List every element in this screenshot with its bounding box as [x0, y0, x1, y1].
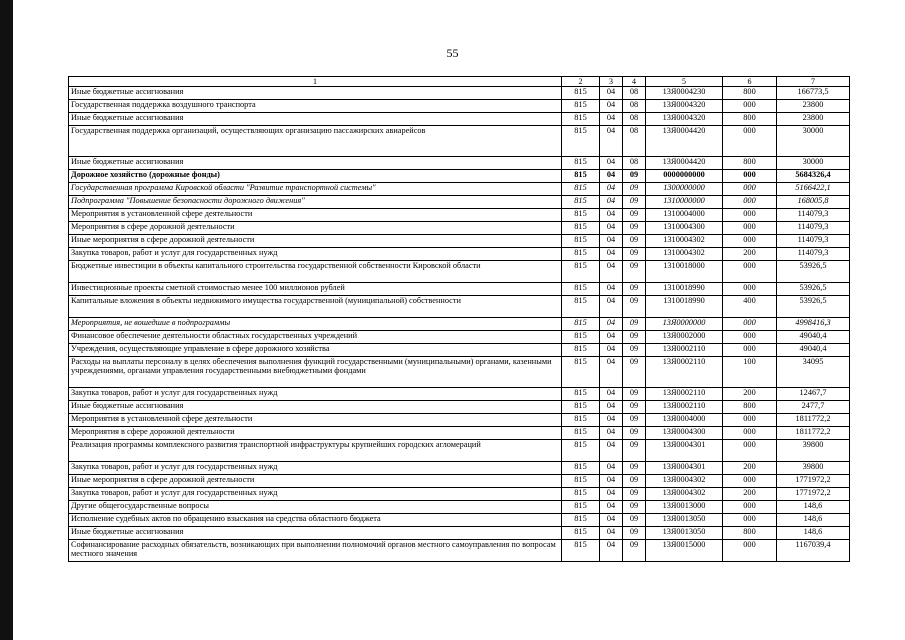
table-cell: 1811772,2 [777, 414, 850, 427]
table-cell: 000 [723, 100, 777, 113]
table-cell: 04 [600, 113, 623, 126]
table-row [69, 514, 850, 527]
table-cell: 200 [723, 462, 777, 475]
table-cell: 53926,5 [777, 261, 850, 283]
table-row [69, 87, 850, 100]
table-row [69, 401, 850, 414]
table-cell: 1310004300 [646, 222, 723, 235]
table-cell: 13Я0013050 [646, 514, 723, 527]
table-cell: 000 [723, 283, 777, 296]
table-cell: 04 [600, 427, 623, 440]
table-cell: 815 [562, 113, 600, 126]
table-cell: 000 [723, 126, 777, 157]
table-cell: 09 [623, 248, 646, 261]
table-cell-name: Мероприятия, не вошедшие в подпрограммы [69, 318, 562, 331]
table-cell: 09 [623, 183, 646, 196]
table-row [69, 540, 850, 562]
table-row [69, 235, 850, 248]
table-cell: 815 [562, 100, 600, 113]
table-cell: 000 [723, 344, 777, 357]
table-cell: 815 [562, 248, 600, 261]
table-cell: 000 [723, 196, 777, 209]
table-cell: 000 [723, 183, 777, 196]
table-cell: 000 [723, 209, 777, 222]
table-cell: 13Я0002110 [646, 344, 723, 357]
header-row [69, 77, 850, 87]
table-cell-name: Подпрограмма "Повышение безопасности дорожного движения" [69, 196, 562, 209]
table-cell: 815 [562, 527, 600, 540]
table-cell-name: Закупка товаров, работ и услуг для государственных нужд [69, 462, 562, 475]
table-row [69, 427, 850, 440]
table-cell: 114079,3 [777, 235, 850, 248]
table-cell: 09 [623, 357, 646, 388]
table-cell: 0000000000 [646, 170, 723, 183]
table-cell-name: Мероприятия в сфере дорожной деятельности [69, 222, 562, 235]
table-cell: 13Я0004320 [646, 100, 723, 113]
table-cell: 09 [623, 514, 646, 527]
table-cell: 13Я0002110 [646, 357, 723, 388]
table-row [69, 488, 850, 501]
table-cell: 09 [623, 462, 646, 475]
table-cell: 09 [623, 401, 646, 414]
table-cell: 04 [600, 331, 623, 344]
table-cell: 1167039,4 [777, 540, 850, 562]
table-cell: 000 [723, 475, 777, 488]
table-cell: 5684326,4 [777, 170, 850, 183]
table-cell: 000 [723, 331, 777, 344]
table-cell: 39800 [777, 462, 850, 475]
column-header: 5 [646, 77, 723, 87]
table-cell-name: Иные бюджетные ассигнования [69, 87, 562, 100]
table-cell: 200 [723, 248, 777, 261]
table-row [69, 209, 850, 222]
table-cell: 09 [623, 196, 646, 209]
table-cell: 08 [623, 113, 646, 126]
table-cell: 23800 [777, 100, 850, 113]
table-row [69, 475, 850, 488]
table-cell: 815 [562, 427, 600, 440]
table-cell: 815 [562, 462, 600, 475]
table-cell: 200 [723, 488, 777, 501]
table-cell: 09 [623, 283, 646, 296]
table-cell: 148,6 [777, 514, 850, 527]
table-cell: 000 [723, 170, 777, 183]
table-cell: 09 [623, 440, 646, 462]
table-row [69, 440, 850, 462]
table-cell-name: Иные бюджетные ассигнования [69, 113, 562, 126]
table-cell-name: Другие общегосударственные вопросы [69, 501, 562, 514]
table-cell: 09 [623, 414, 646, 427]
table-cell: 13Я0000000 [646, 318, 723, 331]
table-cell: 2477,7 [777, 401, 850, 414]
table-cell-name: Государственная поддержка воздушного транспорта [69, 100, 562, 113]
table-cell-name: Иные мероприятия в сфере дорожной деятельности [69, 475, 562, 488]
table-cell: 04 [600, 414, 623, 427]
table-cell: 09 [623, 222, 646, 235]
table-cell: 09 [623, 209, 646, 222]
table-cell: 04 [600, 87, 623, 100]
table-cell-name: Государственная программа Кировской области "Развитие транспортной системы" [69, 183, 562, 196]
table-cell: 13Я0013050 [646, 527, 723, 540]
table-cell-name: Закупка товаров, работ и услуг для государственных нужд [69, 488, 562, 501]
table-row [69, 344, 850, 357]
table-row [69, 527, 850, 540]
table-row [69, 357, 850, 388]
table-cell: 08 [623, 126, 646, 157]
table-cell: 1771972,2 [777, 488, 850, 501]
table-cell-name: Софинансирование расходных обязательств, возникающих при выполнении полномочий органов местного самоуправления по вопросам местного значения [69, 540, 562, 562]
table-cell: 04 [600, 296, 623, 318]
table-cell: 1310018990 [646, 296, 723, 318]
table-cell: 04 [600, 248, 623, 261]
table-cell-name: Мероприятия в сфере дорожной деятельности [69, 427, 562, 440]
column-header: 7 [777, 77, 850, 87]
table-row [69, 157, 850, 170]
table-cell: 000 [723, 414, 777, 427]
table-cell-name: Мероприятия в установленной сфере деятельности [69, 414, 562, 427]
table-cell: 114079,3 [777, 248, 850, 261]
table-cell: 800 [723, 157, 777, 170]
table-cell: 1310000000 [646, 196, 723, 209]
table-row [69, 462, 850, 475]
table-row [69, 183, 850, 196]
table-cell: 815 [562, 296, 600, 318]
table-cell: 08 [623, 100, 646, 113]
table-cell: 04 [600, 196, 623, 209]
table-cell: 13Я0002000 [646, 331, 723, 344]
table-cell: 04 [600, 462, 623, 475]
table-row [69, 113, 850, 126]
table-cell-name: Иные бюджетные ассигнования [69, 527, 562, 540]
table-cell: 200 [723, 388, 777, 401]
table-cell: 815 [562, 414, 600, 427]
table-cell: 148,6 [777, 527, 850, 540]
table-cell-name: Исполнение судебных актов по обращению взыскания на средства областного бюджета [69, 514, 562, 527]
table-cell: 1310004000 [646, 209, 723, 222]
table-cell-name: Реализация программы комплексного развития транспортной инфраструктуры крупнейших городских агломераций [69, 440, 562, 462]
table-cell: 13Я0004420 [646, 157, 723, 170]
table-cell: 000 [723, 440, 777, 462]
table-cell: 400 [723, 296, 777, 318]
table-cell: 08 [623, 157, 646, 170]
table-cell: 04 [600, 100, 623, 113]
table-cell: 815 [562, 488, 600, 501]
table-cell-name: Расходы на выплаты персоналу в целях обеспечения выполнения функций государственными (муниципальными) органами, казенными учреждениями, органами управления государственными внебюджетными фондами [69, 357, 562, 388]
table-cell: 09 [623, 331, 646, 344]
table-cell: 09 [623, 170, 646, 183]
table-cell: 49040,4 [777, 331, 850, 344]
table-row [69, 388, 850, 401]
table-cell: 09 [623, 427, 646, 440]
table-cell: 04 [600, 183, 623, 196]
column-header: 2 [562, 77, 600, 87]
table-cell: 168005,8 [777, 196, 850, 209]
table-cell: 04 [600, 514, 623, 527]
table-cell: 815 [562, 540, 600, 562]
table-cell-name: Закупка товаров, работ и услуг для государственных нужд [69, 388, 562, 401]
table-row [69, 100, 850, 113]
table-cell-name: Учреждения, осуществляющие управление в сфере дорожного хозяйства [69, 344, 562, 357]
table-cell: 09 [623, 296, 646, 318]
table-cell-name: Иные мероприятия в сфере дорожной деятельности [69, 235, 562, 248]
table-cell: 1310004302 [646, 235, 723, 248]
table-cell: 04 [600, 318, 623, 331]
table-cell: 800 [723, 527, 777, 540]
table-cell: 04 [600, 357, 623, 388]
table-cell: 09 [623, 235, 646, 248]
table-cell: 13Я0013000 [646, 501, 723, 514]
table-cell: 000 [723, 318, 777, 331]
table-row [69, 283, 850, 296]
table-cell: 815 [562, 318, 600, 331]
table-cell: 815 [562, 501, 600, 514]
table-cell: 09 [623, 501, 646, 514]
column-header: 4 [623, 77, 646, 87]
table-row [69, 261, 850, 283]
table-cell: 815 [562, 344, 600, 357]
table-cell: 1310018000 [646, 261, 723, 283]
table-row [69, 296, 850, 318]
table-cell: 815 [562, 283, 600, 296]
table-cell: 1310018990 [646, 283, 723, 296]
table-cell: 09 [623, 527, 646, 540]
table-row [69, 170, 850, 183]
column-header: 6 [723, 77, 777, 87]
table-cell: 04 [600, 235, 623, 248]
table-cell: 114079,3 [777, 209, 850, 222]
table-cell-name: Инвестиционные проекты сметной стоимостью менее 100 миллионов рублей [69, 283, 562, 296]
table-cell-name: Финансовое обеспечение деятельности областных государственных учреждений [69, 331, 562, 344]
column-header: 1 [69, 77, 562, 87]
table-cell: 09 [623, 540, 646, 562]
table-cell: 13Я0004300 [646, 427, 723, 440]
table-cell: 08 [623, 87, 646, 100]
table-cell: 49040,4 [777, 344, 850, 357]
table-row [69, 126, 850, 157]
table-cell: 39800 [777, 440, 850, 462]
table-cell: 04 [600, 488, 623, 501]
table-cell: 1300000000 [646, 183, 723, 196]
table-cell-name: Дорожное хозяйство (дорожные фонды) [69, 170, 562, 183]
table-cell: 04 [600, 222, 623, 235]
table-cell: 13Я0004420 [646, 126, 723, 157]
table-cell: 5166422,1 [777, 183, 850, 196]
table-cell: 815 [562, 235, 600, 248]
table-row [69, 196, 850, 209]
table-cell: 815 [562, 222, 600, 235]
table-cell: 12467,7 [777, 388, 850, 401]
table-cell: 09 [623, 488, 646, 501]
table-cell: 04 [600, 527, 623, 540]
table-cell: 815 [562, 126, 600, 157]
table-cell: 30000 [777, 157, 850, 170]
table-cell: 04 [600, 157, 623, 170]
table-cell-name: Закупка товаров, работ и услуг для государственных нужд [69, 248, 562, 261]
table-cell: 815 [562, 475, 600, 488]
table-cell: 815 [562, 514, 600, 527]
table-cell: 815 [562, 440, 600, 462]
table-cell: 166773,5 [777, 87, 850, 100]
table-cell: 04 [600, 283, 623, 296]
table-cell: 815 [562, 183, 600, 196]
table-row [69, 501, 850, 514]
table-cell-name: Государственная поддержка организаций, осуществляющих организацию пассажирских авиарейсов [69, 126, 562, 157]
table-cell: 13Я0002110 [646, 388, 723, 401]
table-cell: 815 [562, 357, 600, 388]
table-row [69, 222, 850, 235]
table-row [69, 248, 850, 261]
table-cell: 13Я0004230 [646, 87, 723, 100]
table-cell: 100 [723, 357, 777, 388]
budget-table [68, 76, 850, 562]
table-cell: 815 [562, 170, 600, 183]
table-cell: 000 [723, 427, 777, 440]
table-cell-name: Иные бюджетные ассигнования [69, 157, 562, 170]
table-cell: 04 [600, 344, 623, 357]
table-cell: 13Я0004000 [646, 414, 723, 427]
table-cell: 000 [723, 222, 777, 235]
table-cell: 815 [562, 87, 600, 100]
table-cell: 13Я0015000 [646, 540, 723, 562]
table-cell: 04 [600, 475, 623, 488]
table-cell: 04 [600, 540, 623, 562]
table-cell: 13Я0004301 [646, 440, 723, 462]
table-cell: 04 [600, 440, 623, 462]
table-row [69, 414, 850, 427]
table-cell: 09 [623, 261, 646, 283]
table-cell: 13Я0004302 [646, 488, 723, 501]
table-row [69, 318, 850, 331]
table-cell: 04 [600, 209, 623, 222]
table-cell: 04 [600, 401, 623, 414]
table-cell: 04 [600, 261, 623, 283]
table-cell: 13Я0004320 [646, 113, 723, 126]
table-cell: 000 [723, 235, 777, 248]
table-cell: 4998416,3 [777, 318, 850, 331]
table-cell: 04 [600, 501, 623, 514]
table-cell: 815 [562, 196, 600, 209]
table-cell: 34095 [777, 357, 850, 388]
table-cell: 815 [562, 209, 600, 222]
table-cell: 13Я0004301 [646, 462, 723, 475]
table-cell: 000 [723, 540, 777, 562]
table-cell: 815 [562, 157, 600, 170]
table-cell: 000 [723, 261, 777, 283]
table-cell: 13Я0002110 [646, 401, 723, 414]
table-cell: 815 [562, 331, 600, 344]
table-cell: 1310004302 [646, 248, 723, 261]
table-cell: 1771972,2 [777, 475, 850, 488]
table-cell: 23800 [777, 113, 850, 126]
table-cell: 800 [723, 87, 777, 100]
table-cell-name: Мероприятия в установленной сфере деятельности [69, 209, 562, 222]
table-cell: 815 [562, 388, 600, 401]
table-cell: 148,6 [777, 501, 850, 514]
table-cell: 09 [623, 388, 646, 401]
page-number: 55 [446, 46, 459, 60]
table-cell: 09 [623, 318, 646, 331]
table-cell: 800 [723, 401, 777, 414]
table-cell: 09 [623, 344, 646, 357]
table-cell: 04 [600, 388, 623, 401]
table-cell: 800 [723, 113, 777, 126]
table-cell: 30000 [777, 126, 850, 157]
table-cell: 04 [600, 170, 623, 183]
table-cell: 53926,5 [777, 283, 850, 296]
table-cell: 000 [723, 501, 777, 514]
table-cell: 114079,3 [777, 222, 850, 235]
table-cell: 815 [562, 401, 600, 414]
column-header: 3 [600, 77, 623, 87]
table-cell-name: Капитальные вложения в объекты недвижимого имущества государственной (муниципальной) собственности [69, 296, 562, 318]
table-cell: 815 [562, 261, 600, 283]
table-cell: 09 [623, 475, 646, 488]
table-cell: 1811772,2 [777, 427, 850, 440]
table-cell: 000 [723, 514, 777, 527]
table-cell-name: Иные бюджетные ассигнования [69, 401, 562, 414]
table-cell: 13Я0004302 [646, 475, 723, 488]
table-row [69, 331, 850, 344]
scan-edge-bar [0, 0, 13, 640]
table-cell-name: Бюджетные инвестиции в объекты капитального строительства государственной собственности Кировской области [69, 261, 562, 283]
table-cell: 53926,5 [777, 296, 850, 318]
table-cell: 04 [600, 126, 623, 157]
